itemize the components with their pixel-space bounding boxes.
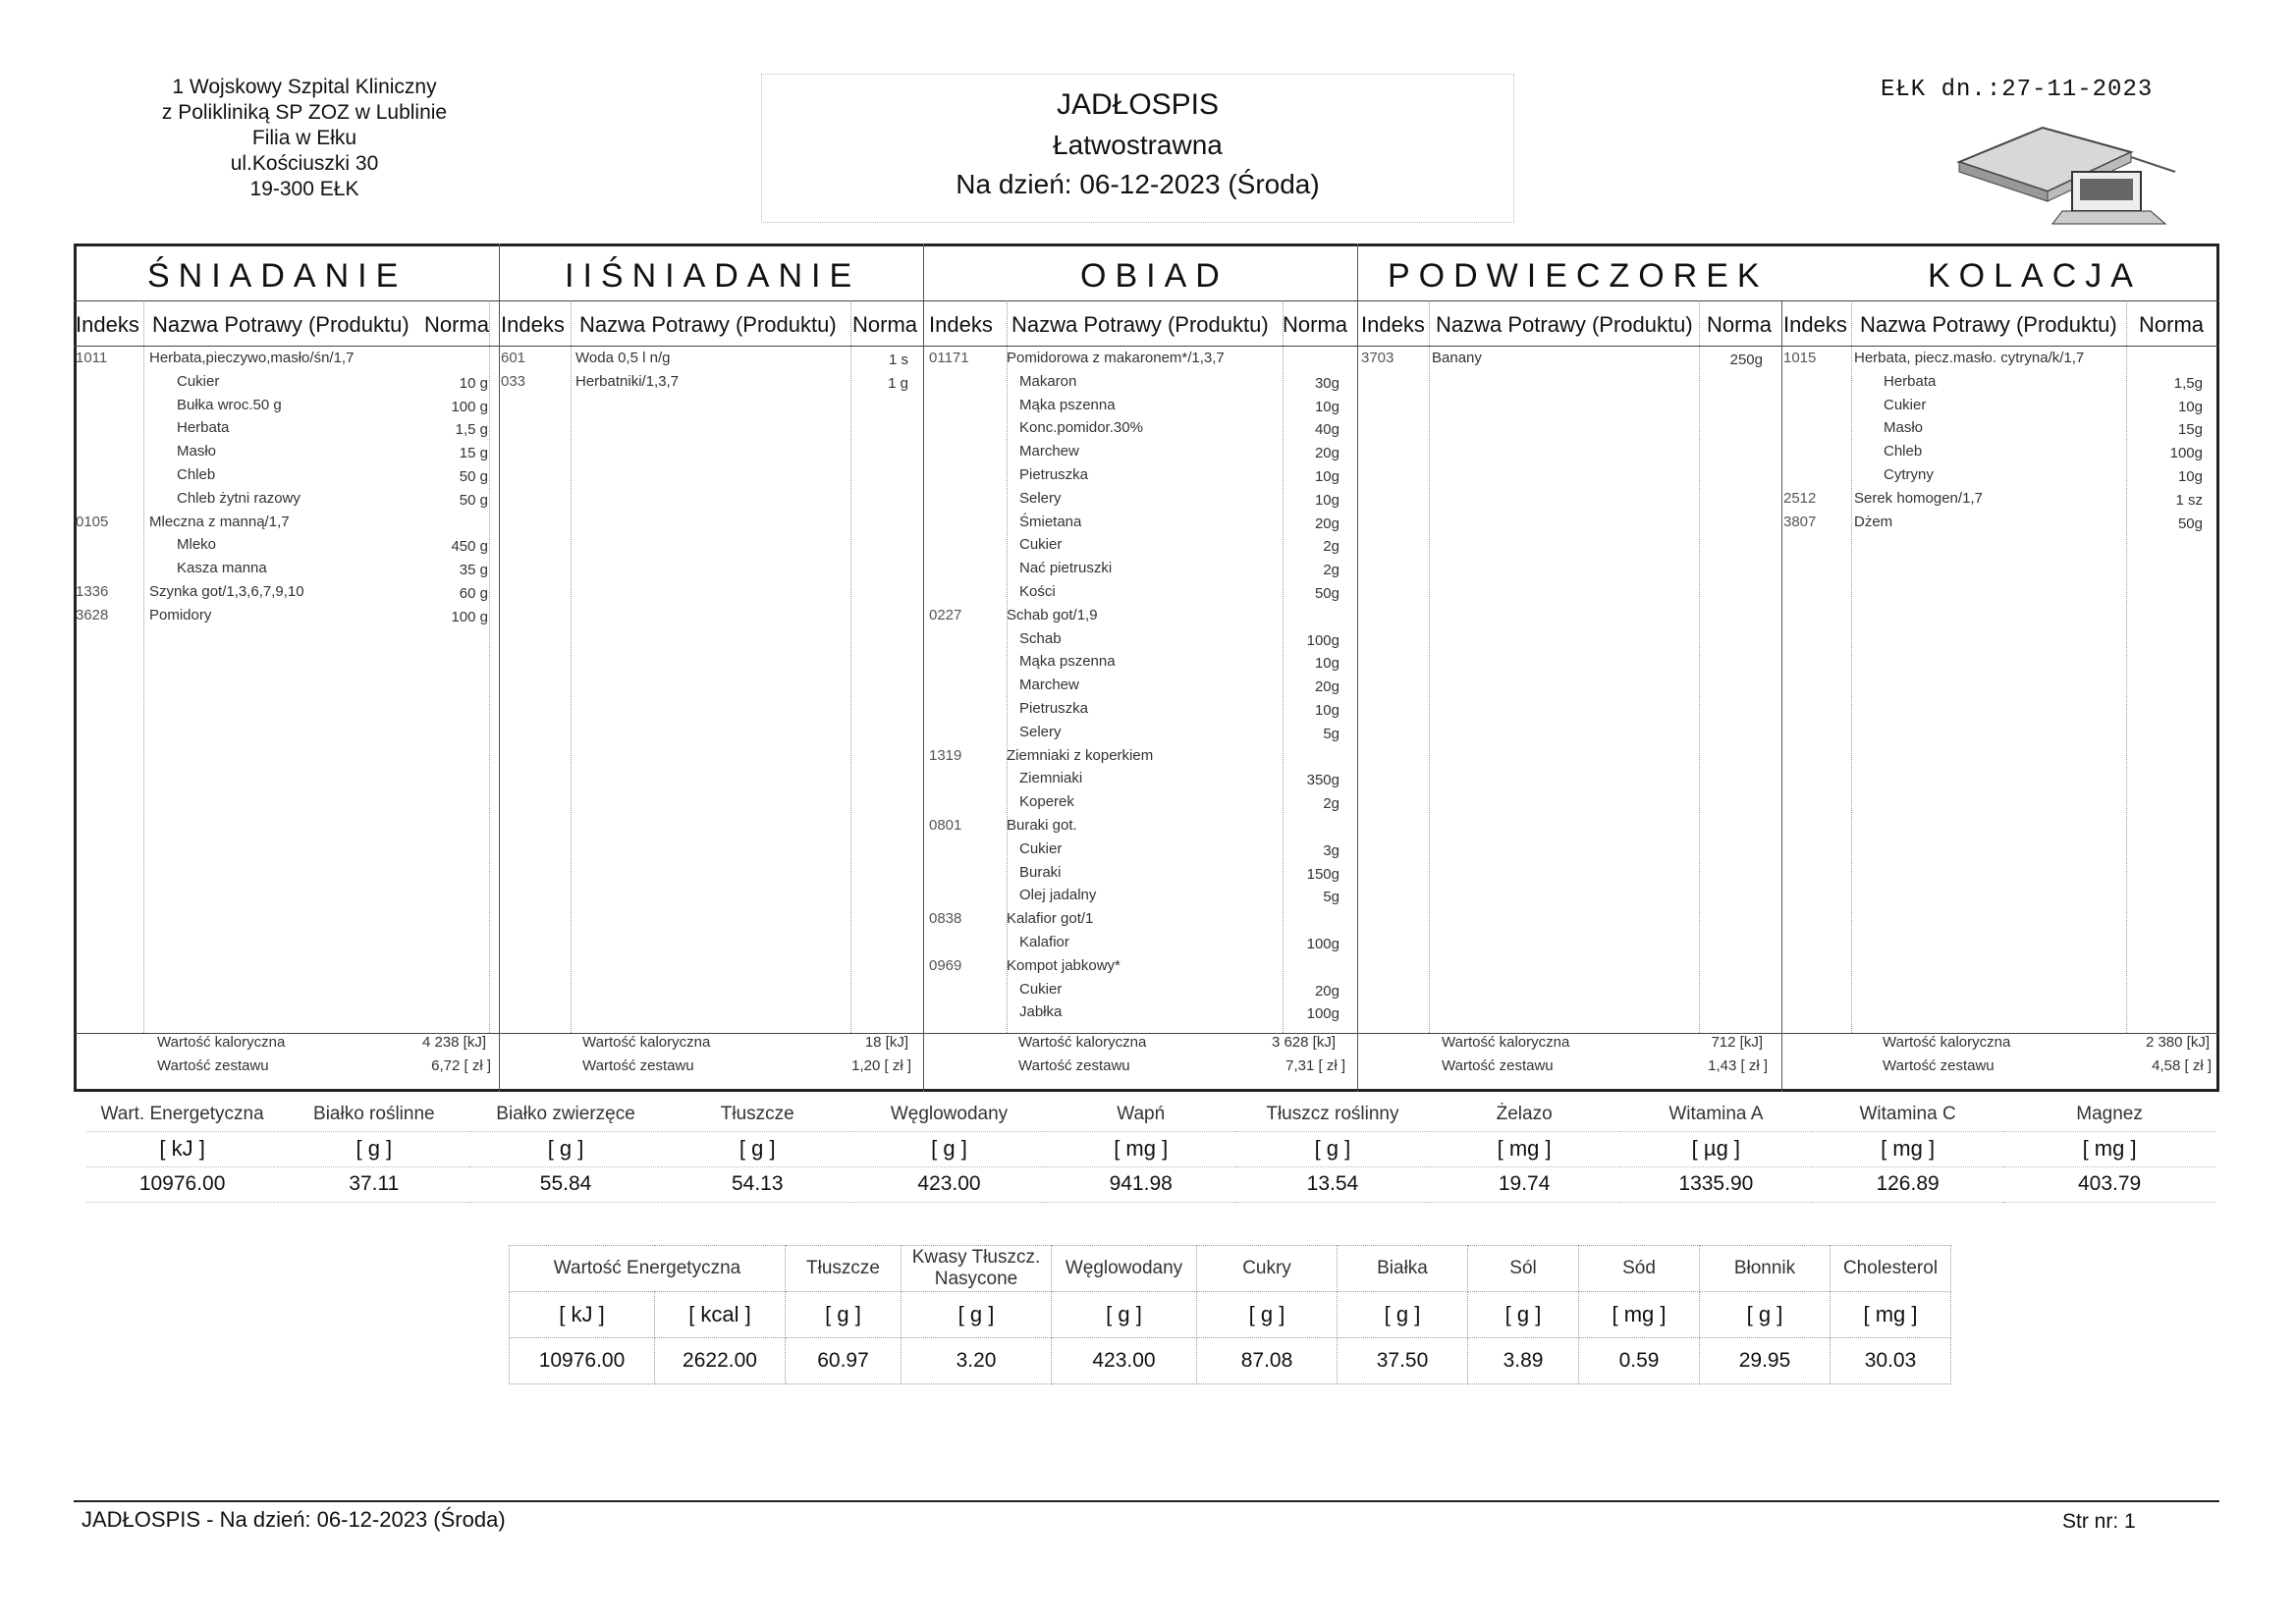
nutrient-value: 2622.00 (655, 1338, 786, 1384)
row-norm: 10g (2177, 468, 2203, 485)
nutrient-value: 941.98 (1045, 1166, 1236, 1202)
nutrient-unit: [ g ] (1700, 1292, 1831, 1338)
ingredient-name: Kasza manna (177, 560, 267, 577)
nutrient-unit: [ mg ] (1579, 1292, 1700, 1338)
zes-value: 1,43 [ zł ] (1708, 1057, 1768, 1074)
nutrients-table-1 (86, 1098, 2215, 1203)
divider (499, 243, 500, 1092)
nutrient-unit: [ µg ] (1620, 1131, 1812, 1166)
nutrient-header: Białko zwierzęce (469, 1098, 661, 1131)
nutrient-unit: [ g ] (1236, 1131, 1428, 1166)
nutrient-unit: [ g ] (1338, 1292, 1468, 1338)
row-norm: 15g (2177, 421, 2203, 439)
dish-name: Herbatniki/1,3,7 (575, 372, 680, 390)
col-norm: Norma (852, 312, 918, 337)
ingredient-name: Chleb (1884, 443, 1923, 460)
ingredient-name: Kalafior (1019, 934, 1069, 950)
dish-name: Mleczna z manną/1,7 (149, 513, 290, 530)
ingredient-name: Chleb (177, 466, 216, 483)
page-title: JADŁOSPIS (1056, 88, 1220, 121)
row-norm: 2g (1323, 562, 1339, 579)
nutrient-value: 10976.00 (86, 1166, 278, 1202)
nutrient-header: Żelazo (1429, 1098, 1620, 1131)
nutrient-header: Sód (1579, 1246, 1700, 1292)
col-name: Nazwa Potrawy (Produktu) (152, 312, 410, 337)
ingredient-name: Nać pietruszki (1019, 560, 1113, 577)
row-index: 01171 (929, 350, 969, 366)
nutrient-unit: [ g ] (1052, 1292, 1197, 1338)
dish-name: Pomidory (149, 606, 212, 623)
nutrient-unit: [ g ] (1468, 1292, 1579, 1338)
row-norm: 1 g (888, 374, 908, 392)
hospital-line: ul.Kościuszki 30 (230, 152, 379, 175)
row-norm: 10g (1314, 655, 1339, 673)
row-norm: 15 g (459, 445, 488, 462)
dish-name: Pomidorowa z makaronem*/1,3,7 (1007, 350, 1225, 366)
row-index: 601 (501, 350, 526, 366)
row-index: 1011 (76, 350, 108, 366)
divider (74, 300, 2219, 301)
row-norm: 10 g (459, 374, 488, 392)
ingredient-name: Selery (1019, 723, 1062, 740)
nutrient-header: Witamina A (1620, 1098, 1812, 1131)
divider (850, 300, 851, 1033)
row-norm: 100 g (451, 398, 488, 415)
row-norm: 20g (1314, 445, 1339, 462)
row-index: 2512 (1783, 489, 1817, 507)
nutrient-unit: [ g ] (853, 1131, 1045, 1166)
ingredient-name: Konc.pomidor.30% (1019, 419, 1143, 437)
nutrient-value: 13.54 (1236, 1166, 1428, 1202)
meal-header-kolacja: KOLACJA (1928, 257, 2142, 295)
nutrient-unit: [ g ] (902, 1292, 1052, 1338)
nutrient-header: Cukry (1197, 1246, 1338, 1292)
row-norm: 1 sz (2175, 491, 2203, 509)
ingredient-name: Jabłka (1019, 1003, 1063, 1021)
row-norm: 30g (1314, 374, 1339, 392)
col-name: Nazwa Potrawy (Produktu) (1011, 312, 1269, 337)
ingredient-name: Bułka wroc.50 g (177, 396, 282, 413)
row-norm: 3g (1323, 841, 1339, 859)
diet-name: Łatwostrawna (1053, 130, 1223, 160)
row-norm: 50g (1314, 585, 1339, 602)
row-norm: 40g (1314, 421, 1339, 439)
issue-date: EŁK dn.:27-11-2023 (1881, 77, 2154, 103)
divider (489, 300, 490, 1033)
row-norm: 150g (1306, 865, 1339, 883)
nutrient-unit: [ mg ] (1429, 1131, 1620, 1166)
nutrient-header: Kwasy Tłuszcz. Nasycone (902, 1246, 1052, 1292)
nutrient-header: Białko roślinne (278, 1098, 469, 1131)
ingredient-name: Cukier (1019, 980, 1063, 998)
col-name: Nazwa Potrawy (Produktu) (1860, 312, 2117, 337)
ingredient-name: Pietruszka (1019, 466, 1089, 483)
col-norm: Norma (1707, 312, 1773, 337)
ingredient-name: Olej jadalny (1019, 887, 1097, 904)
divider (1781, 300, 1782, 1092)
dish-name: Kalafior got/1 (1007, 910, 1094, 928)
ingredient-name: Ziemniaki (1019, 770, 1083, 787)
col-norm: Norma (1283, 312, 1348, 337)
hospital-address (118, 75, 491, 202)
col-norm: Norma (424, 312, 490, 337)
nutrient-unit: [ mg ] (1812, 1131, 2003, 1166)
row-norm: 20g (1314, 982, 1339, 1000)
row-norm: 2g (1323, 538, 1339, 556)
col-name: Nazwa Potrawy (Produktu) (579, 312, 837, 337)
divider (923, 243, 924, 1092)
menu-table (74, 243, 2219, 1092)
row-norm: 100g (2169, 445, 2203, 462)
col-index: Indeks (929, 312, 993, 337)
nutrient-header: Wartość Energetyczna (510, 1246, 786, 1292)
dish-name: Woda 0,5 l n/g (575, 350, 671, 366)
nutrient-value: 54.13 (662, 1166, 853, 1202)
row-index: 1015 (1783, 350, 1817, 366)
ingredient-name: Buraki (1019, 863, 1062, 881)
dish-name: Kompot jabkowy* (1007, 956, 1121, 974)
kal-label: Wartość kaloryczna (1442, 1034, 1570, 1051)
footer-divider (74, 1500, 2219, 1502)
nutrient-header: Błonnik (1700, 1246, 1831, 1292)
ingredient-name: Masło (177, 443, 217, 460)
kal-label: Wartość kaloryczna (1018, 1034, 1147, 1051)
meal-header-obiad: OBIAD (1080, 257, 1229, 295)
nutrient-value: 30.03 (1831, 1338, 1951, 1384)
ingredient-name: Cukier (177, 372, 220, 390)
nutrient-value: 87.08 (1197, 1338, 1338, 1384)
nutrient-unit: [ g ] (786, 1292, 902, 1338)
nutrient-value: 10976.00 (510, 1338, 655, 1384)
nutrient-value: 423.00 (1052, 1338, 1197, 1384)
row-norm: 100g (1306, 936, 1339, 952)
dish-name: Buraki got. (1007, 817, 1077, 834)
ingredient-name: Kości (1019, 583, 1056, 600)
kal-label: Wartość kaloryczna (582, 1034, 711, 1051)
nutrient-value: 126.89 (1812, 1166, 2003, 1202)
row-index: 0227 (929, 606, 962, 623)
col-index: Indeks (501, 312, 565, 337)
nutrient-value: 60.97 (786, 1338, 902, 1384)
ingredient-name: Makaron (1019, 372, 1077, 390)
ingredient-name: Marchew (1019, 443, 1079, 460)
row-norm: 100 g (451, 608, 488, 625)
row-index: 0838 (929, 910, 962, 928)
divider (1357, 243, 1358, 1092)
row-norm: 50 g (459, 468, 488, 485)
row-index: 3807 (1783, 513, 1817, 530)
row-norm: 5g (1323, 889, 1339, 906)
ingredient-name: Śmietana (1019, 513, 1082, 530)
zes-label: Wartość zestawu (582, 1057, 694, 1074)
row-norm: 50g (2177, 514, 2203, 532)
title-box (761, 74, 1514, 223)
nutrient-unit: [ mg ] (1831, 1292, 1951, 1338)
col-name: Nazwa Potrawy (Produktu) (1436, 312, 1693, 337)
nutrient-header: Węglowodany (853, 1098, 1045, 1131)
dish-name: Banany (1432, 350, 1482, 366)
row-index: 1319 (929, 746, 962, 764)
kal-value: 2 380 [kJ] (2145, 1034, 2210, 1051)
hospital-line: 1 Wojskowy Szpital Kliniczny (172, 76, 437, 98)
nutrient-header: Tłuszcz roślinny (1236, 1098, 1428, 1131)
hospital-line: Filia w Ełku (251, 127, 357, 149)
row-index: 0105 (76, 513, 109, 530)
nutrient-unit: [ kcal ] (655, 1292, 786, 1338)
row-index: 0801 (929, 817, 962, 834)
footer-title: JADŁOSPIS - Na dzień: 06-12-2023 (Środa) (82, 1507, 506, 1532)
kal-value: 3 628 [kJ] (1271, 1034, 1336, 1051)
col-index: Indeks (1361, 312, 1425, 337)
ingredient-name: Cytryny (1884, 466, 1934, 483)
ingredient-name: Cukier (1019, 536, 1063, 554)
ingredient-name: Mąka pszenna (1019, 653, 1116, 671)
row-norm: 1,5g (2173, 374, 2203, 392)
zes-value: 7,31 [ zł ] (1285, 1057, 1345, 1074)
row-norm: 100g (1306, 631, 1339, 649)
ingredient-name: Masło (1884, 419, 1924, 437)
dish-name: Ziemniaki z koperkiem (1007, 746, 1154, 764)
kal-value: 18 [kJ] (864, 1034, 908, 1051)
ingredient-name: Mleko (177, 536, 217, 554)
hospital-line: 19-300 EŁK (249, 178, 359, 200)
ingredient-name: Herbata (1884, 372, 1937, 390)
meal-header-ii-sniadanie: IIŚNIADANIE (565, 257, 861, 295)
ingredient-name: Herbata (177, 419, 230, 437)
nutrient-header: Tłuszcze (662, 1098, 853, 1131)
meal-header-sniadanie: ŚNIADANIE (147, 257, 408, 295)
dish-name: Szynka got/1,3,6,7,9,10 (149, 583, 304, 600)
row-index: 1336 (76, 583, 109, 600)
menu-date: Na dzień: 06-12-2023 (Środa) (956, 169, 1320, 199)
nutrient-unit: [ kJ ] (86, 1131, 278, 1166)
nutrient-value: 0.59 (1579, 1338, 1700, 1384)
row-index: 033 (501, 372, 526, 390)
ingredient-name: Cukier (1884, 396, 1927, 413)
kal-value: 712 [kJ] (1711, 1034, 1763, 1051)
row-norm: 10g (2177, 398, 2203, 415)
dish-name: Herbata, piecz.masło. cytryna/k/1,7 (1854, 350, 2085, 366)
zes-value: 4,58 [ zł ] (2152, 1057, 2212, 1074)
row-norm: 10g (1314, 398, 1339, 415)
row-norm: 350g (1306, 772, 1339, 789)
row-norm: 1 s (888, 352, 908, 368)
nutrient-value: 3.89 (1468, 1338, 1579, 1384)
nutrient-unit: [ g ] (469, 1131, 661, 1166)
nutrient-header: Tłuszcze (786, 1246, 902, 1292)
meal-header-podwieczorek: PODWIECZOREK (1388, 257, 1769, 295)
row-norm: 60 g (459, 585, 488, 602)
row-index: 3628 (76, 606, 109, 623)
nutrient-value: 3.20 (902, 1338, 1052, 1384)
page-number: Str nr: 1 (2062, 1510, 2136, 1533)
ingredient-name: Koperek (1019, 793, 1074, 811)
hospital-line: z Polikliniką SP ZOZ w Lublinie (161, 101, 448, 124)
nutrient-value: 423.00 (853, 1166, 1045, 1202)
nutrient-unit: [ g ] (662, 1131, 853, 1166)
zes-label: Wartość zestawu (1883, 1057, 1995, 1074)
nutrient-value: 55.84 (469, 1166, 661, 1202)
zes-label: Wartość zestawu (1018, 1057, 1130, 1074)
kal-value: 4 238 [kJ] (421, 1034, 486, 1051)
zes-label: Wartość zestawu (157, 1057, 269, 1074)
nutrient-value: 403.79 (2003, 1166, 2215, 1202)
row-norm: 20g (1314, 678, 1339, 696)
kal-label: Wartość kaloryczna (157, 1034, 286, 1051)
row-norm: 5g (1323, 725, 1339, 742)
nutrient-unit: [ kJ ] (510, 1292, 655, 1338)
nutrient-value: 19.74 (1429, 1166, 1620, 1202)
nutrient-header: Wart. Energetyczna (86, 1098, 278, 1131)
nutrient-unit: [ mg ] (2003, 1131, 2215, 1166)
nutrient-value: 1335.90 (1620, 1166, 1812, 1202)
dish-name: Herbata,pieczywo,masło/śn/1,7 (149, 350, 355, 366)
nutrient-header: Cholesterol (1831, 1246, 1951, 1292)
nutrients-table-2 (509, 1245, 1951, 1384)
row-norm: 10g (1314, 491, 1339, 509)
ingredient-name: Mąka pszenna (1019, 396, 1116, 413)
nutrient-header: Sól (1468, 1246, 1579, 1292)
row-norm: 35 g (459, 562, 488, 579)
row-norm: 50 g (459, 491, 488, 509)
row-norm: 450 g (451, 538, 488, 556)
row-norm: 1,5 g (455, 421, 488, 439)
kal-label: Wartość kaloryczna (1883, 1034, 2011, 1051)
nutrient-value: 37.50 (1338, 1338, 1468, 1384)
divider (1699, 300, 1700, 1033)
nutrient-value: 37.11 (278, 1166, 469, 1202)
row-norm: 10g (1314, 702, 1339, 719)
nutrient-value: 29.95 (1700, 1338, 1831, 1384)
ingredient-name: Pietruszka (1019, 700, 1089, 717)
row-norm: 2g (1323, 795, 1339, 813)
col-index: Indeks (76, 312, 139, 337)
col-norm: Norma (2139, 312, 2205, 337)
dish-name: Dżem (1854, 513, 1893, 530)
ingredient-name: Marchew (1019, 676, 1079, 694)
dish-name: Serek homogen/1,7 (1854, 489, 1983, 507)
col-index: Indeks (1783, 312, 1847, 337)
divider (1429, 300, 1430, 1033)
ingredient-name: Cukier (1019, 839, 1063, 857)
row-norm: 20g (1314, 514, 1339, 532)
divider (1851, 300, 1852, 1033)
nutrient-unit: [ g ] (278, 1131, 469, 1166)
nutrient-header: Węglowodany (1052, 1246, 1197, 1292)
nutrient-header: Białka (1338, 1246, 1468, 1292)
divider (74, 346, 2219, 347)
zes-value: 6,72 [ zł ] (431, 1057, 491, 1074)
zes-value: 1,20 [ zł ] (851, 1057, 911, 1074)
nutrient-unit: [ g ] (1197, 1292, 1338, 1338)
row-norm: 250g (1729, 352, 1763, 368)
ingredient-name: Schab (1019, 629, 1062, 647)
row-norm: 100g (1306, 1005, 1339, 1023)
divider (143, 300, 144, 1033)
nutrient-header: Witamina C (1812, 1098, 2003, 1131)
row-index: 0969 (929, 956, 962, 974)
divider (571, 300, 572, 1033)
nutrient-header: Magnez (2003, 1098, 2215, 1131)
row-index: 3703 (1361, 350, 1394, 366)
row-norm: 10g (1314, 468, 1339, 485)
zes-label: Wartość zestawu (1442, 1057, 1554, 1074)
dish-name: Schab got/1,9 (1007, 606, 1098, 623)
nutrient-unit: [ mg ] (1045, 1131, 1236, 1166)
ingredient-name: Chleb żytni razowy (177, 489, 301, 507)
ingredient-name: Selery (1019, 489, 1062, 507)
nutrient-header: Wapń (1045, 1098, 1236, 1131)
laptop-books-icon (1954, 118, 2180, 226)
